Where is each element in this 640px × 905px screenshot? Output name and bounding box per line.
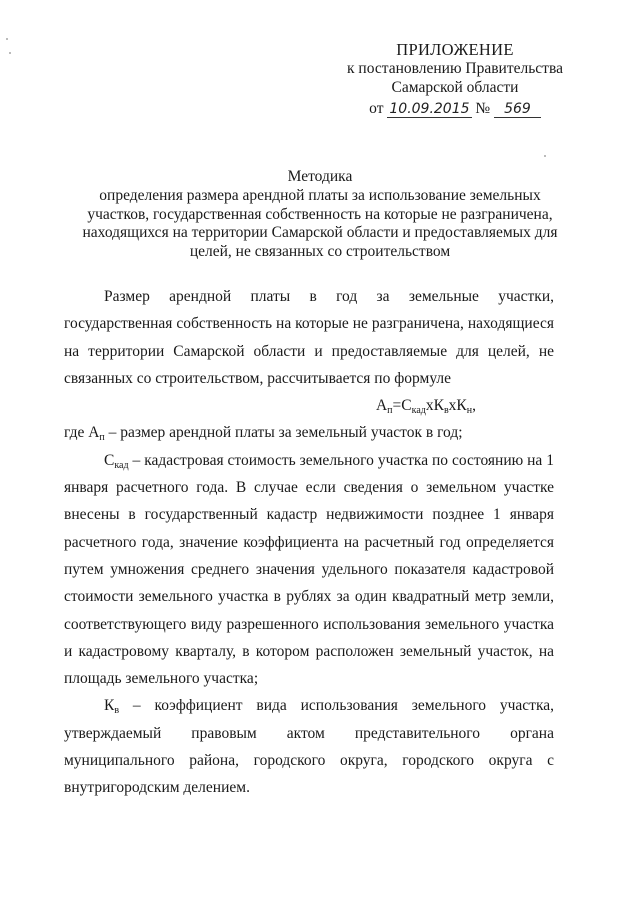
ckad-sub: кад [114,459,129,471]
scan-speck [9,52,11,54]
formula-a-sub: п [387,405,393,417]
formula-c-sub: кад [411,405,426,417]
where-sub: п [99,432,105,444]
formula-a: А [375,397,388,415]
title-line-1: определения размера арендной платы за использование земельных [99,186,541,204]
document-body [64,283,554,802]
document-title [70,168,570,262]
formula-x2: х [448,397,457,415]
formula-kv-sub: в [443,405,449,417]
formula-c: С [401,397,412,415]
where-prefix: где А [64,424,100,442]
appendix-line-2: Самарской области [391,79,519,96]
title-line-2: участков, государственная собственность на которые не разграничена, [87,205,553,223]
title-line-4: целей, не связанных со строительством [189,243,451,261]
kv-sub: в [114,705,120,717]
formula-end: , [472,397,476,415]
formula-kn: К [456,397,467,415]
ckad-symbol: С [104,451,115,469]
kv-text: – коэффициент вида использования земельного участка, утверждаемый правовым актом представительного органа муниципального района, городского округа, городского округа с внутригородским делением. [64,697,554,797]
where-text: – размер арендной платы за земельный участок в год; [104,424,463,442]
intro-paragraph: Размер арендной платы в год за земельные участки, государственная собственность на которые не разграничена, находящиеся на территории Самарской области и предоставляемые для целей, не связанных со строительством, рассчитывается по формуле [64,288,554,387]
scan-speck [6,38,8,40]
kv-paragraph [64,692,554,801]
title-line-3: находящихся на территории Самарской области и предоставляемых для [82,224,558,242]
formula-kn-sub: н [466,405,473,417]
formula-kv: К [433,397,444,415]
title-heading: Методика [287,168,353,185]
ckad-paragraph [64,447,554,693]
formula [64,392,554,419]
appendix-date-line [330,99,580,119]
number-prefix: № [475,100,491,117]
appendix-line-1: к постановлению Правительства [347,60,563,77]
scan-speck [544,155,546,157]
formula-eq: = [392,397,402,415]
appendix-heading: ПРИЛОЖЕНИЕ [396,40,514,59]
ckad-text: – кадастровая стоимость земельного участка по состоянию на 1 января расчетного года. В случае если сведения о земельном участке внесены в государственный кадастр недвижимости позднее 1 января расчетного года, значение коэффициента на расчетный год определяется путем умножения среднего значения удельного показателя кадастровой стоимости земельного участка в рублях за один квадратный метр земли, соответствующего виду разрешенного использования земельного участка и кадастровому кварталу, в котором расположен земельный участок, на площадь земельного участка; [64,451,554,688]
formula-x1: х [425,397,434,415]
kv-symbol: К [104,697,115,715]
from-prefix: от [369,100,384,117]
where-paragraph [64,419,554,446]
handwritten-date: 10.09.2015 [389,101,470,117]
handwritten-number: 569 [494,101,541,118]
appendix-block [330,40,580,119]
